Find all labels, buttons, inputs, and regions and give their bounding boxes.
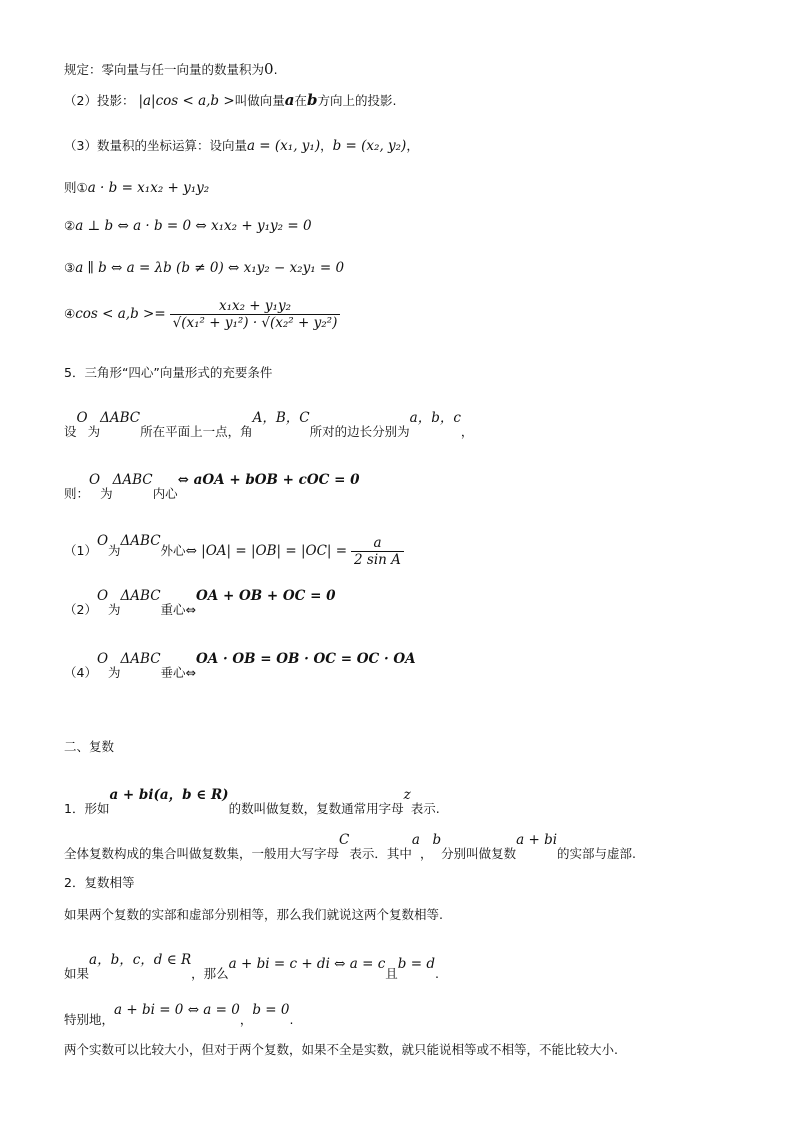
complex-set-definition: 全体复数构成的集合叫做复数集，一般用大写字母C表示．其中a，b分别叫做复数a + bi的实部与虚部. bbox=[64, 832, 637, 861]
complex-equality-statement: 如果两个复数的实部和虚部分别相等，那么我们就说这两个复数相等. bbox=[64, 907, 443, 922]
cosine-formula: ④cos < a,b >= $\frac{\text{x₁x₂ + y₁y₂}}{\text{√(x₁² + y₁²) · √(x₂² + y₂²)}}$ bbox=[64, 298, 340, 331]
triangle-setup: 设O为ΔABC所在平面上一点，角A，B，C所对的边长分别为a，b，c， bbox=[64, 410, 474, 439]
cosine-fraction: $\frac{\text{x₁x₂ + y₁y₂}}{\text{√(x₁² + y₁²) · √(x₂² + y₂²)}}$ bbox=[170, 298, 341, 331]
dot-product-formula: 则①a · b = x₁x₂ + y₁y₂ bbox=[64, 180, 210, 196]
orthocenter-condition: （4）O为ΔABC垂心⇔OA · OB = OB · OC = OC · OA bbox=[64, 651, 416, 680]
perpendicular-condition: ②a ⊥ b ⇔ a · b = 0 ⇔ x₁x₂ + y₁y₂ = 0 bbox=[64, 218, 312, 234]
circumcenter-condition: （1）O为ΔABC外心⇔ |OA| = |OB| = |OC| = $\frac{a}{\text{2 sin A}}$ bbox=[64, 535, 404, 568]
complex-number-definition: 1．形如a + bi(a，b ∈ R)的数叫做复数，复数通常用字母z表示. bbox=[64, 787, 440, 816]
complex-zero-condition: 特别地，a + bi = 0 ⇔ a = 0，b = 0. bbox=[64, 1002, 294, 1027]
complex-equality-condition: 如果a，b，c，d ∈ R，那么a + bi = c + di ⇔ a = c且b = d. bbox=[64, 952, 439, 981]
centroid-condition: （2）O为ΔABC重心⇔OA + OB + OC = 0 bbox=[64, 588, 336, 617]
parallel-condition: ③a ∥ b ⇔ a = λb (b ≠ 0) ⇔ x₁y₂ − x₂y₁ = 0 bbox=[64, 260, 345, 276]
subheading-complex-equality: 2．复数相等 bbox=[64, 875, 135, 890]
incenter-condition: 则：O为ΔABC内心⇔ aOA + bOB + cOC = 0 bbox=[64, 472, 360, 501]
zero-vector-rule: 规定：零向量与任一向量的数量积为0. bbox=[64, 60, 278, 78]
complex-comparison-note: 两个实数可以比较大小，但对于两个复数，如果不全是实数，就只能说相等或不相等，不能比较大小. bbox=[64, 1042, 618, 1057]
section-heading-complex: 二、复数 bbox=[64, 739, 115, 754]
circumcenter-fraction: $\frac{a}{\text{2 sin A}}$ bbox=[351, 535, 404, 568]
section-heading-four-centers: 5．三角形“四心”向量形式的充要条件 bbox=[64, 365, 273, 380]
coordinate-operation-intro: （3）数量积的坐标运算：设向量a = (x₁, y₁)，b = (x₂, y₂)， bbox=[64, 138, 419, 154]
projection-definition: （2）投影： |a|cos < a,b >叫做向量a在b方向上的投影. bbox=[64, 91, 397, 109]
